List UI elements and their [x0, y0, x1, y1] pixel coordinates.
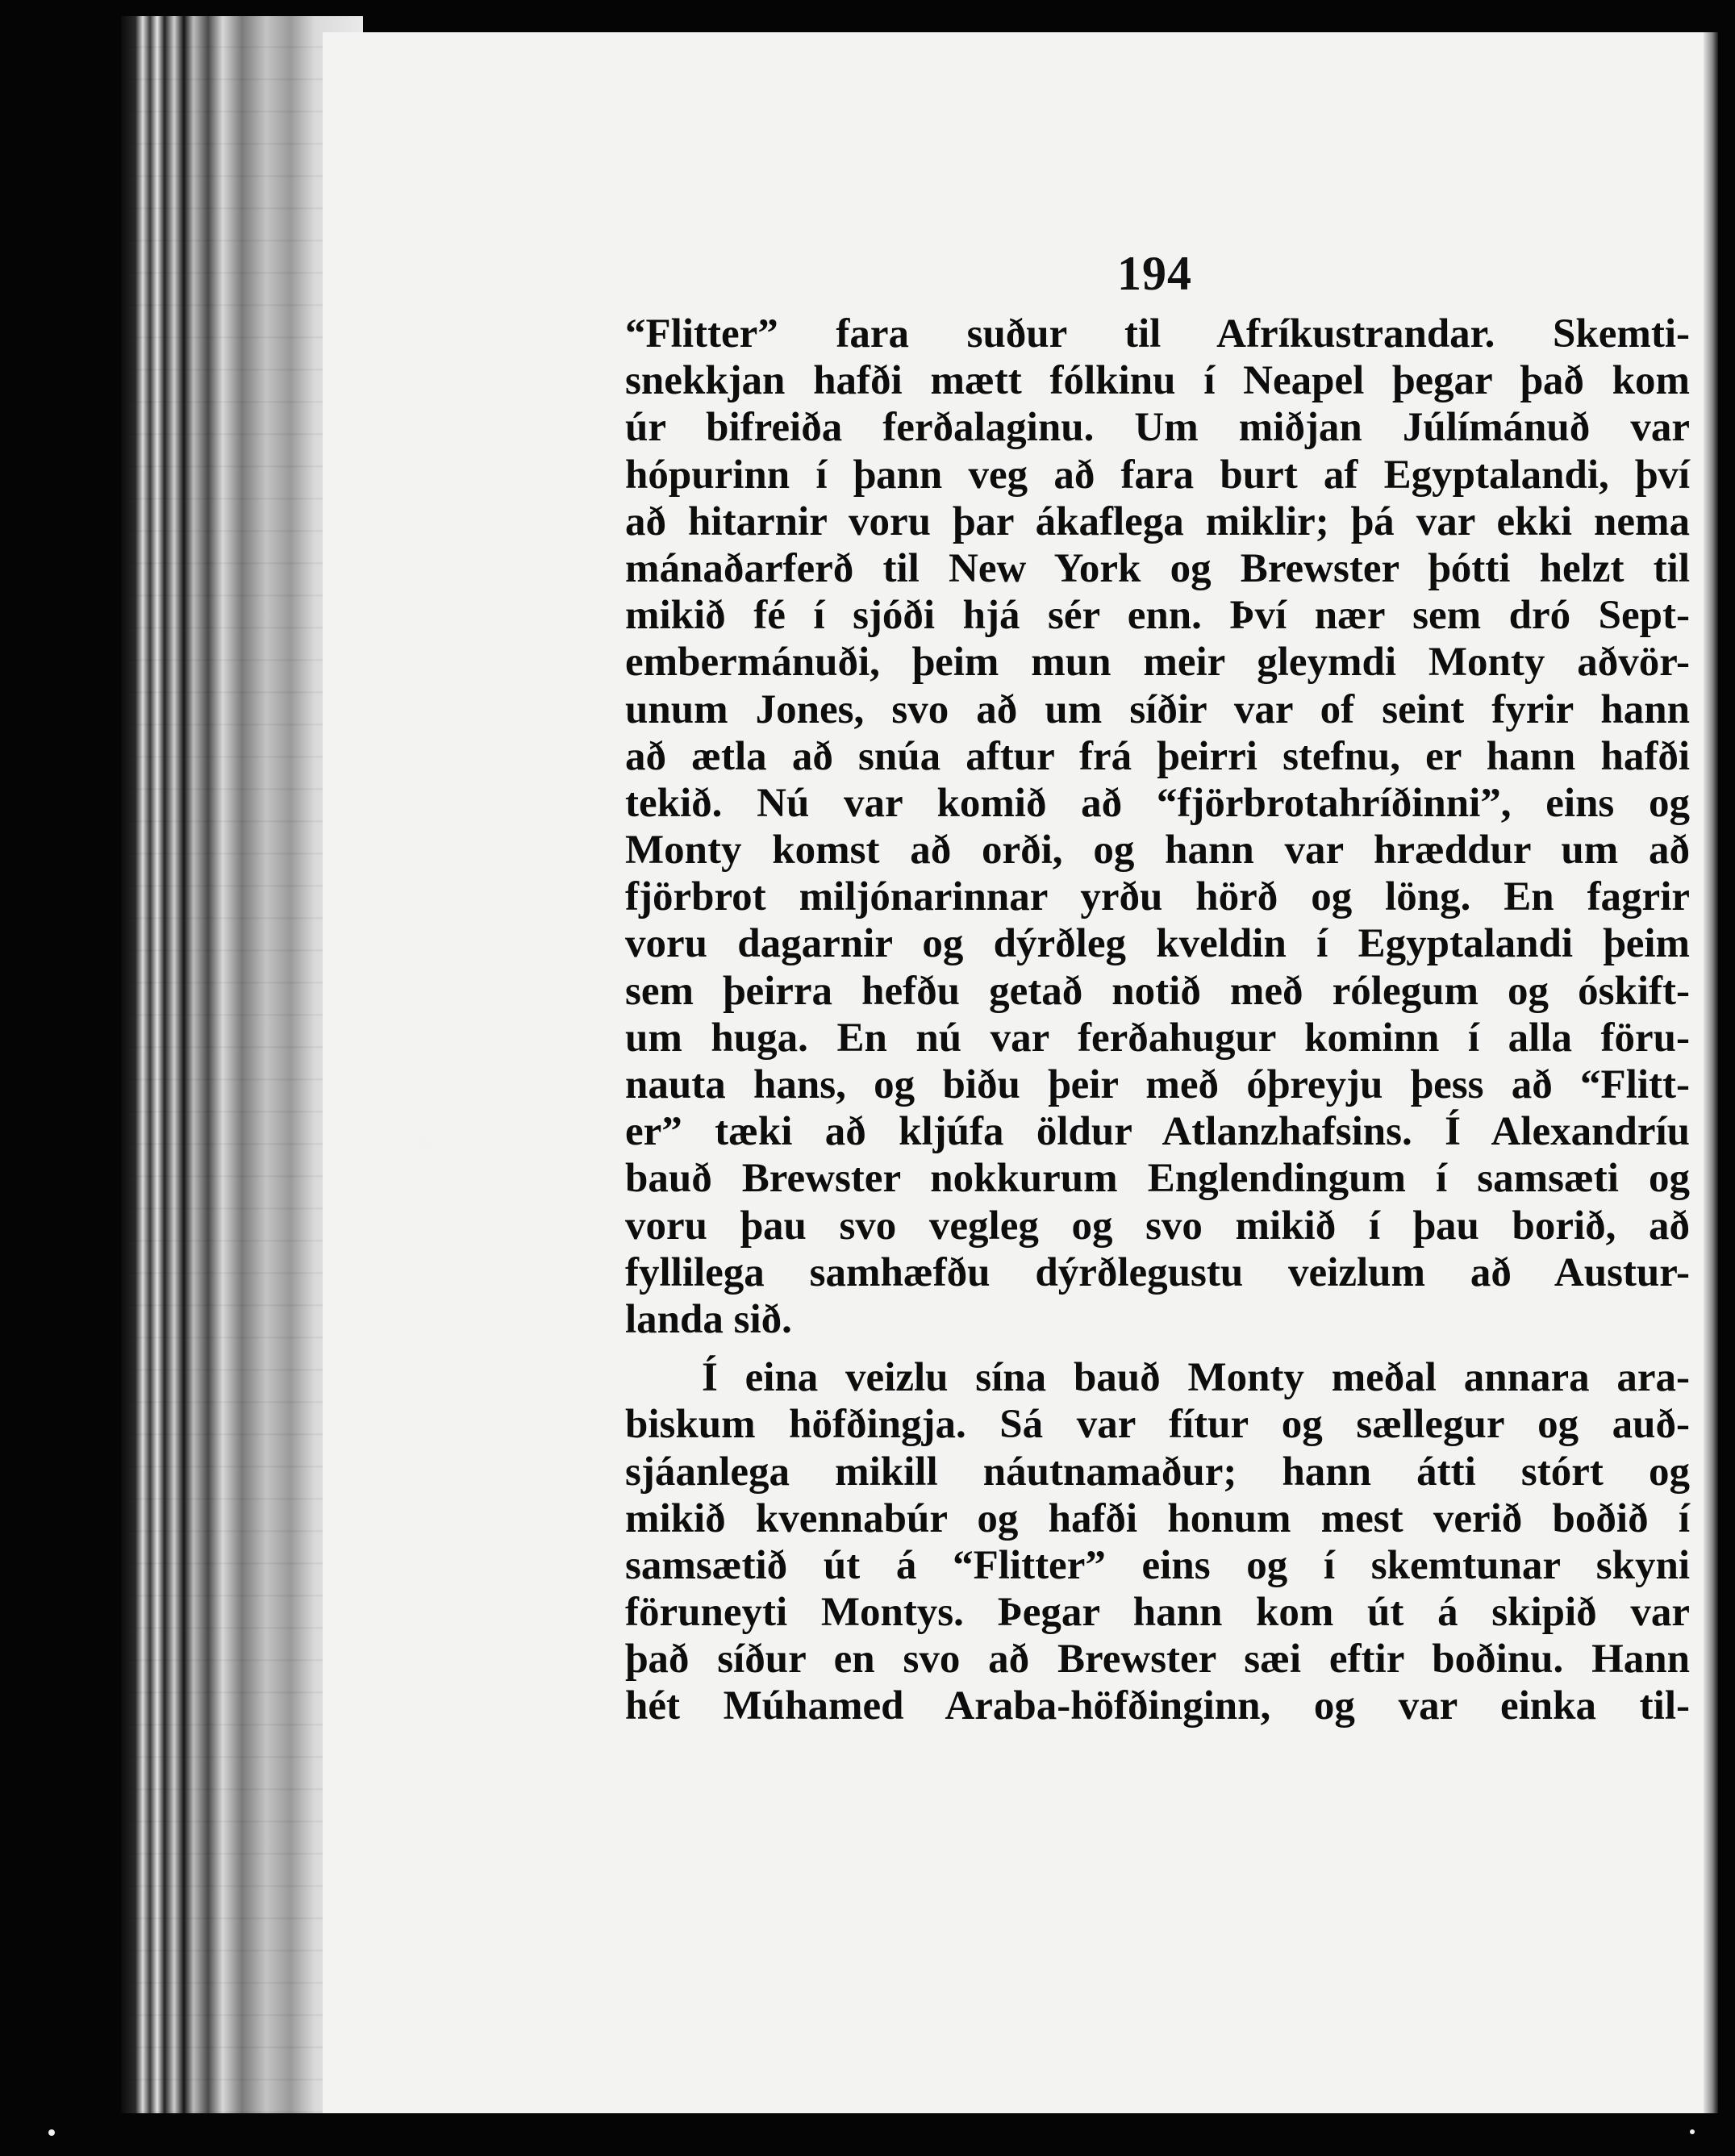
text-line: “Flitter” fara suður til Afríkustrandar. Skemti- [625, 311, 1690, 357]
text-line: hópurinn í þann veg að fara burt af Egyptalandi, því [625, 452, 1690, 498]
paragraph-gap [625, 1343, 1690, 1354]
paragraph-1 [625, 311, 1690, 1343]
text-line: að hitarnir voru þar ákaflega miklir; þá var ekki nema [625, 498, 1690, 544]
text-line: föruneyti Montys. Þegar hann kom út á skipið var [625, 1590, 1690, 1636]
text-line: er” tæki að kljúfa öldur Atlanzhafsins. Í Alexandríu [625, 1109, 1690, 1155]
text-line: mikið fé í sjóði hjá sér enn. Því nær sem dró Sept- [625, 593, 1690, 639]
paragraph-2 [625, 1354, 1690, 1730]
text-line: mánaðarferð til New York og Brewster þótti helzt til [625, 545, 1690, 591]
text-line: snekkjan hafði mætt fólkinu í Neapel þegar það kom [625, 358, 1690, 404]
text-line: sjáanlega mikill náutnamaður; hann átti stórt og [625, 1449, 1690, 1495]
text-line: tekið. Nú var komið að “fjörbrotahríðinni”, eins og [625, 780, 1690, 826]
text-line: landa sið. [625, 1296, 792, 1342]
text-line: það síður en svo að Brewster sæi eftir boðinu. Hann [625, 1637, 1690, 1683]
text-line: um huga. En nú var ferðahugur kominn í alla föru- [625, 1015, 1690, 1061]
text-line: samsætið út á “Flitter” eins og í skemtunar skyni [625, 1542, 1690, 1588]
text-line: biskum höfðingja. Sá var fítur og sællegur og auð- [625, 1402, 1690, 1448]
text-line: mikið kvennabúr og hafði honum mest verið boðið í [625, 1495, 1690, 1541]
body-text [625, 311, 1690, 1730]
text-line: Monty komst að orði, og hann var hræddur um að [625, 828, 1690, 874]
text-line: fjörbrot miljónarinnar yrðu hörð og löng. En fagrir [625, 874, 1690, 920]
text-line: voru þau svo vegleg og svo mikið í þau borið, að [625, 1203, 1690, 1249]
text-line: bauð Brewster nokkurum Englendingum í samsæti og [625, 1156, 1690, 1202]
text-line: Í eina veizlu sína bauð Monty meðal annara ara- [702, 1355, 1690, 1401]
text-line: hét Múhamed Araba-höfðinginn, og var einka til- [625, 1683, 1690, 1729]
page-shadow-edge [1704, 32, 1718, 2113]
text-line: úr bifreiða ferðalaginu. Um miðjan Júlímánuð var [625, 405, 1690, 451]
text-line: unum Jones, svo að um síðir var of seint fyrir hann [625, 686, 1690, 732]
text-line: fyllilega samhæfðu dýrðlegustu veizlum að Austur- [625, 1249, 1690, 1295]
text-line: embermánuði, þeim mun meir gleymdi Monty aðvör- [625, 640, 1690, 686]
page-number: 194 [1117, 247, 1192, 300]
text-line: nauta hans, og biðu þeir með óþreyju þess að “Flitt- [625, 1062, 1690, 1107]
text-line: voru dagarnir og dýrðleg kveldin í Egyptalandi þeim [625, 921, 1690, 967]
text-line: að ætla að snúa aftur frá þeirri stefnu, er hann hafði [625, 733, 1690, 779]
text-line: sem þeirra hefðu getað notið með rólegum og óskift- [625, 968, 1690, 1014]
